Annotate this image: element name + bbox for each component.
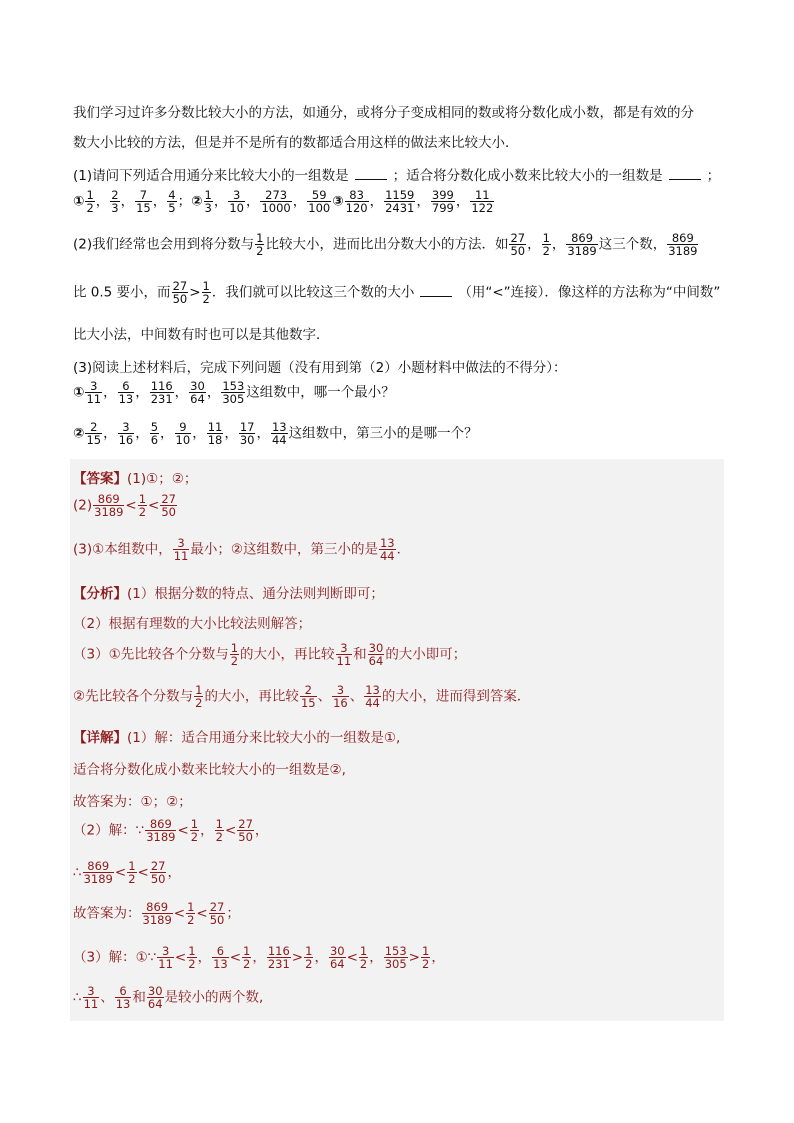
analysis-line-4: ②先比较各个分数与 $\frac{1}{2}$ 的大小，再比较 $\frac{2}{15}$ 、 $\frac{3}{16}$ 、 $\frac{13}{44}$ 的大小，进而得到答案． xyxy=(73,683,531,711)
detail-line-4: （2）解：∵ $\frac{869}{3189}$ < $\frac{1}{2}$ ， $\frac{1}{2}$ < $\frac{27}{50}$ ， xyxy=(73,817,269,845)
fraction: $\frac{3}{10}$ xyxy=(229,188,244,216)
fraction: $\frac{1}{2}$ xyxy=(359,944,368,972)
detail-line-1: 【详解】(1）解：适合用通分来比较大小的一组数是①, xyxy=(73,730,401,746)
fraction: $\frac{2}{15}$ xyxy=(86,420,102,448)
question-2-line-2: 比 0.5 要小，而 $\frac{27}{50}$ > $\frac{1}{2}$ ．我们就可以比较这三个数的大小 （用“<”连接）．像这样的方法称为“中间数” xyxy=(73,279,721,307)
answer-blank xyxy=(355,168,387,180)
fraction: $\frac{869}{3189}$ xyxy=(668,231,698,259)
answer-line-2: (2) $\frac{869}{3189}$ < $\frac{1}{2}$ < $\frac{27}{50}$ xyxy=(73,492,176,520)
detail-line-6: 故答案为： $\frac{869}{3189}$ < $\frac{1}{2}$ < $\frac{27}{50}$ ； xyxy=(73,900,240,928)
answer-line-3: (3)①本组数中， $\frac{3}{11}$ 最小；②这组数中，第三小的是 $\frac{13}{44}$ ． xyxy=(73,536,411,564)
fraction: $\frac{30}{64}$ xyxy=(190,379,205,407)
question-3-part-1: ① $\frac{3}{11}$ ， $\frac{6}{13}$ ， $\frac{116}{231}$ ， $\frac{30}{64}$ ， $\frac{153}{305}$ 这组数中，哪一个最小？ xyxy=(73,379,395,407)
answer-blank xyxy=(669,168,701,180)
fraction: $\frac{27}{50}$ xyxy=(510,231,526,259)
fraction: $\frac{3}{11}$ xyxy=(158,944,173,972)
fraction: $\frac{1}{2}$ xyxy=(188,944,196,972)
fraction: $\frac{6}{13}$ xyxy=(118,379,134,407)
fraction: $\frac{1159}{2431}$ xyxy=(385,188,415,216)
fraction: $\frac{4}{5}$ xyxy=(168,188,176,216)
analysis-line-1: 【分析】(1）根据分数的特点、通分法则判断即可； xyxy=(73,586,384,602)
fraction: $\frac{11}{18}$ xyxy=(207,420,223,448)
fraction: $\frac{30}{64}$ xyxy=(329,944,345,972)
fraction: $\frac{399}{799}$ xyxy=(431,188,454,216)
intro-line-1: 我们学习过许多分数比较大小的方法，如通分，或将分子变成相同的数或将分数化成小数，都是有效的分 xyxy=(73,105,694,121)
detail-line-5: ∴ $\frac{869}{3189}$ < $\frac{1}{2}$ < $\frac{27}{50}$ ， xyxy=(73,859,181,887)
fraction: $\frac{27}{50}$ xyxy=(172,279,188,307)
fraction: $\frac{3}{16}$ xyxy=(118,420,134,448)
fraction: $\frac{1}{2}$ xyxy=(305,944,313,972)
analysis-line-3: （3）①先比较各个分数与 $\frac{1}{2}$ 的大小，再比较 $\frac{3}{11}$ 和 $\frac{30}{64}$ 的大小即可； xyxy=(73,641,467,669)
question-3-intro: (3)阅读上述材料后，完成下列问题（没有用到第（2）小题材料中做法的不得分）： xyxy=(73,360,567,376)
fraction: $\frac{1}{2}$ xyxy=(86,188,94,216)
fraction: $\frac{83}{120}$ xyxy=(345,188,368,216)
fraction: $\frac{9}{10}$ xyxy=(175,420,191,448)
fraction: $\frac{1}{2}$ xyxy=(243,944,251,972)
fraction: $\frac{273}{1000}$ xyxy=(261,188,291,216)
question-2-line-3: 比大小法，中间数有时也可以是其他数字． xyxy=(73,327,330,343)
question-3-part-2: ② $\frac{2}{15}$ ， $\frac{3}{16}$ ， $\frac{5}{6}$ ， $\frac{9}{10}$ ， $\frac{11}{18}$ ， $\frac{17}{30}$ ， $\frac{13}{44}$ 这组数中，第三小的是哪一个？ xyxy=(73,420,478,448)
fraction: $\frac{6}{13}$ xyxy=(213,944,228,972)
fraction: $\frac{11}{122}$ xyxy=(471,188,494,216)
fraction: $\frac{5}{6}$ xyxy=(150,420,159,448)
answer-line-1: 【答案】(1)①；②； xyxy=(73,471,198,487)
fraction: $\frac{59}{100}$ xyxy=(308,188,331,216)
detail-line-7: （3）解：①∵ $\frac{3}{11}$ < $\frac{1}{2}$ ， $\frac{6}{13}$ < $\frac{1}{2}$ ， $\frac{116}{231}$ > $\frac{1}{2}$ ， $\frac{30}{64}$ < $\frac{1}{2}$ ， $\frac{153}{305}$ > $\frac{1}{2}$ ， xyxy=(73,944,445,972)
detail-line-8: ∴ $\frac{3}{11}$ 、 $\frac{6}{13}$ 和 $\frac{30}{64}$ 是较小的两个数, xyxy=(73,984,264,1012)
detail-line-2: 适合将分数化成小数来比较大小的一组数是②, xyxy=(73,762,346,778)
fraction: $\frac{869}{3189}$ xyxy=(567,231,597,259)
fraction: $\frac{7}{15}$ xyxy=(136,188,151,216)
fraction: $\frac{1}{2}$ xyxy=(421,944,430,972)
analysis-line-2: （2）根据有理数的大小比较法则解答； xyxy=(73,616,312,632)
fraction: $\frac{13}{44}$ xyxy=(271,420,287,448)
fraction: $\frac{153}{305}$ xyxy=(384,944,407,972)
fraction: $\frac{1}{2}$ xyxy=(202,279,210,307)
question-2-line-1: (2)我们经常也会用到将分数与 $\frac{1}{2}$ 比较大小，进而比出分数大小的方法．如 $\frac{27}{50}$ ， $\frac{1}{2}$ ， $\frac{869}{3189}$ 这三个数， $\frac{869}{3189}$ xyxy=(73,231,698,259)
fraction: $\frac{3}{11}$ xyxy=(86,379,102,407)
fraction: $\frac{17}{30}$ xyxy=(239,420,255,448)
fraction: $\frac{116}{231}$ xyxy=(150,379,173,407)
fraction: $\frac{1}{2}$ xyxy=(256,231,264,259)
question-1-groups: ① $\frac{1}{2}$ ， $\frac{2}{3}$ ， $\frac{7}{15}$ ， $\frac{4}{5}$ ；② $\frac{1}{3}$ ， $\frac{3}{10}$ ， $\frac{273}{1000}$ ， $\frac{59}{100}$ ③ $\frac{83}{120}$ ， $\frac{1159}{2431}$ ， $\frac{399}{799}$ ， $\frac{11}{122}$ xyxy=(73,188,494,216)
fraction: $\frac{153}{305}$ xyxy=(222,379,245,407)
fraction: $\frac{116}{231}$ xyxy=(267,944,290,972)
fraction: $\frac{2}{3}$ xyxy=(111,188,119,216)
fraction: $\frac{1}{2}$ xyxy=(542,231,550,259)
detail-line-3: 故答案为：①；②； xyxy=(73,794,192,810)
fraction: $\frac{1}{3}$ xyxy=(204,188,212,216)
answer-blank xyxy=(420,285,452,297)
question-1: (1)请问下列适合用通分来比较大小的一组数是 ；适合将分数化成小数来比较大小的一组数是 ； xyxy=(73,168,721,184)
intro-line-2: 数大小比较的方法，但是并不是所有的数都适合用这样的做法来比较大小． xyxy=(73,135,519,151)
